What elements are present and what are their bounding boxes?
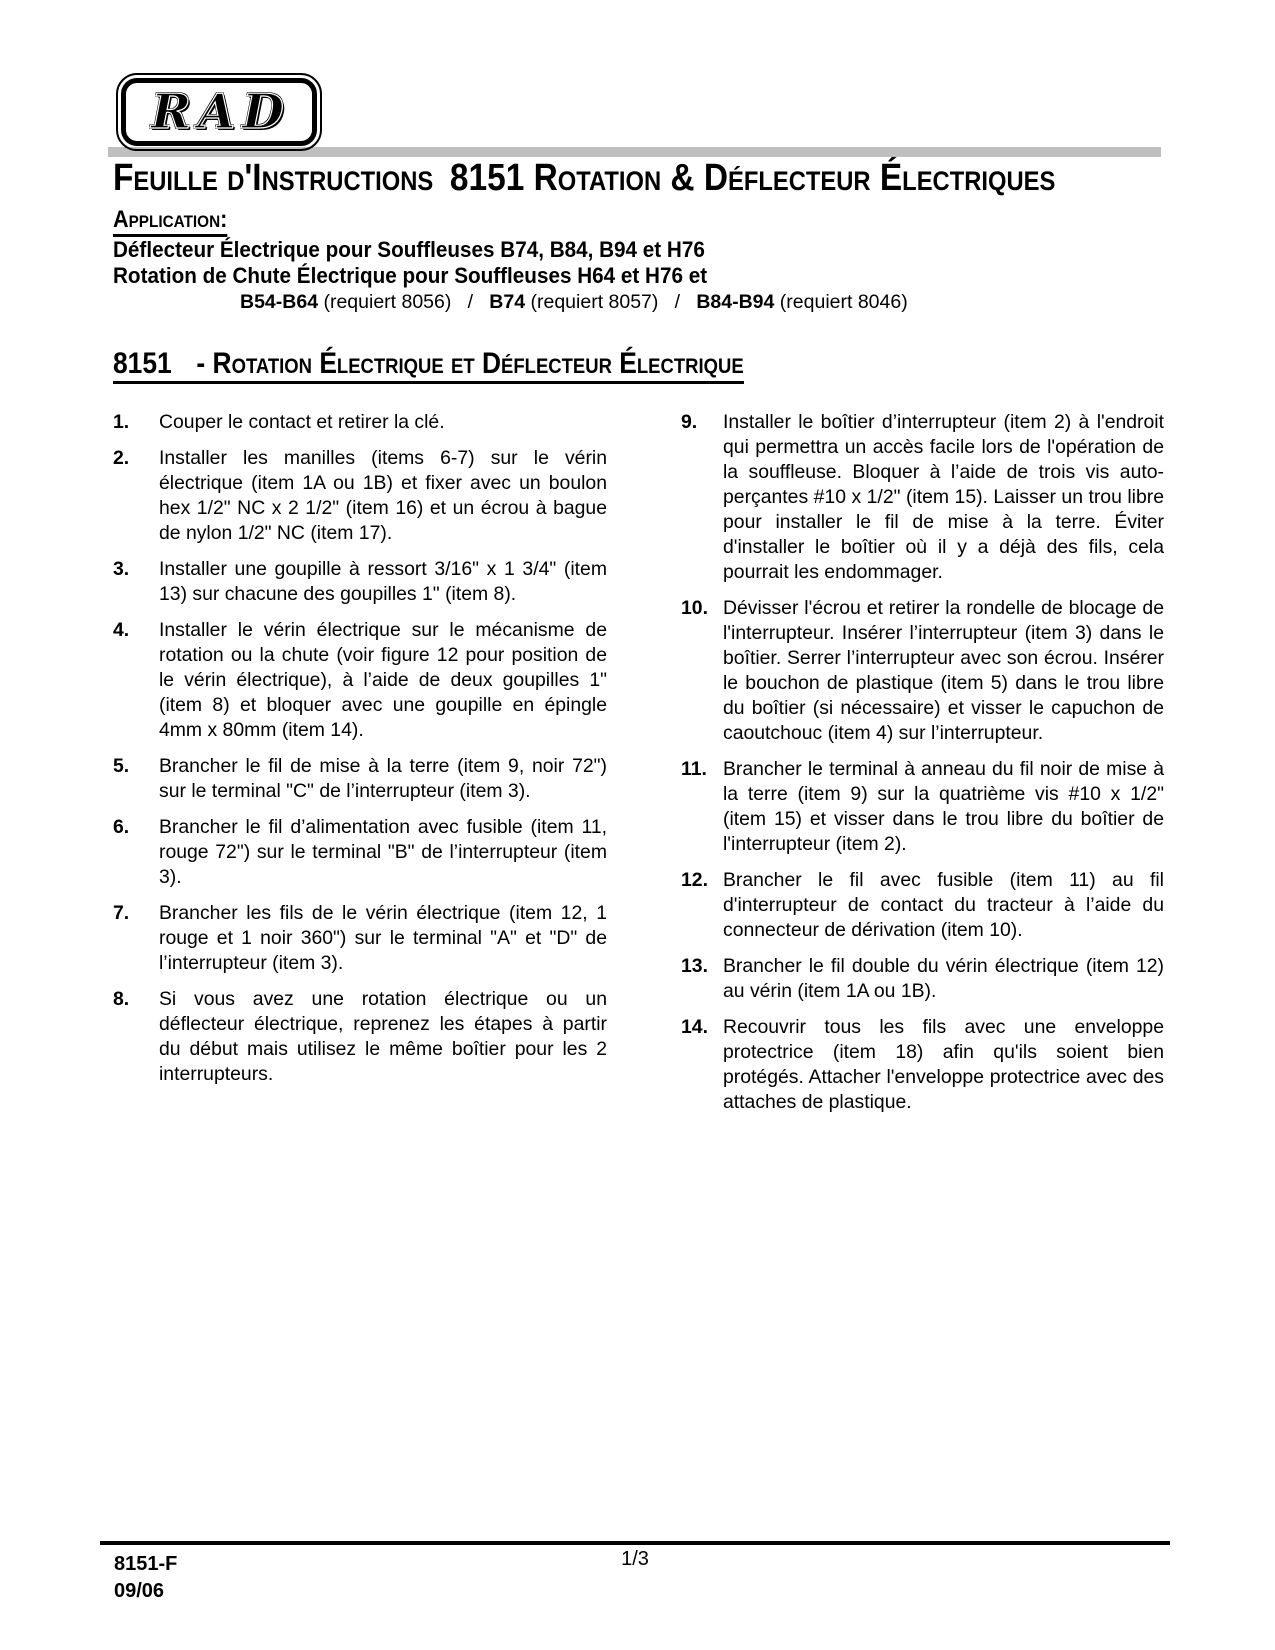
rad-logo-text: RAD [151,84,291,140]
step-item [681,868,1164,943]
application-line-1: Déflecteur Électrique pour Souffleuses B74, B84, B94 et H76 [113,237,705,262]
model-entry [240,291,489,313]
steps-area [113,410,1162,1126]
step-text: Brancher les fils de le vérin électrique (item 12, 1 rouge et 1 noir 360") sur le terminal "A" et "D" de l’interrupteur (item 3). [159,902,607,974]
step-item [681,757,1164,857]
step-number: 1. [113,411,130,433]
model-entry [696,291,907,313]
step-number: 11. [681,758,707,780]
step-number: 12. [681,869,708,891]
step-number: 9. [681,411,698,433]
step-text: Installer les manilles (items 6-7) sur le vérin électrique (item 1A ou 1B) et fixer avec un boulon hex 1/2" NC x 2 1/2" (item 16) et un écrou à bague de nylon 1/2" NC (item 17). [159,447,607,544]
application-models-line [113,289,1162,315]
step-item [113,987,607,1087]
step-number: 3. [113,558,130,580]
header-divider-bar [108,147,1161,157]
step-text: Dévisser l'écrou et retirer la rondelle de blocage de l'interrupteur. Insérer l’interrupteur (item 3) dans le boîtier. Serrer l’interrupteur avec son écrou. Insérer le bouchon de plastique (item 5) dans le trou libre du boîtier (si nécessaire) et visser le capuchon de caoutchouc (item 4) sur l’interrupteur. [723,597,1164,744]
step-item [113,618,607,743]
footer-date: 09/06 [114,1580,165,1602]
step-number: 7. [113,902,130,924]
document-title-left: Feuille d'Instructions [113,157,434,199]
footer-document-number: 8151-F [114,1553,178,1575]
footer-page-number: 1/3 [621,1548,649,1570]
step-number: 6. [113,816,130,838]
step-number: 13. [681,955,708,977]
step-item [681,410,1164,585]
model-entry [489,291,696,313]
model-name: B84-B94 [696,291,775,313]
step-item [681,954,1164,1004]
step-text: Brancher le fil d’alimentation avec fusible (item 11, rouge 72") sur le terminal "B" de l’interrupteur (item 3). [159,816,607,888]
application-line-2: Rotation de Chute Électrique pour Souffleuses H64 et H76 et [113,263,708,288]
step-text: Brancher le fil de mise à la terre (item 9, noir 72") sur le terminal "C" de l’interrupteur (item 3). [159,755,607,802]
steps-column-right [681,410,1164,1126]
section-title: - Rotation Électrique et Déflecteur Électrique [196,347,744,380]
step-text: Installer le vérin électrique sur le mécanisme de rotation ou la chute (voir figure 12 pour position de le vérin électrique), à l’aide de deux goupilles 1" (item 8) et bloquer avec une goupille en épingle 4mm x 80mm (item 14). [159,619,607,741]
document-title [113,157,1056,199]
step-text: Installer une goupille à ressort 3/16" x 1 3/4" (item 13) sur chacune des goupilles 1" (item 8). [159,558,607,605]
document-content [113,158,1162,1126]
step-text: Brancher le fil avec fusible (item 11) au fil d'interrupteur de contact du tracteur à l’aide du connecteur de dérivation (item 10). [723,869,1164,941]
step-number: 10. [681,597,708,619]
application-label: Application: [113,207,227,237]
step-item [681,596,1164,746]
model-requirement: (requiert 8056) / [318,291,490,313]
step-item [681,1015,1164,1115]
steps-column-left [113,410,607,1098]
section-number: 8151 [113,347,172,380]
step-item [113,446,607,546]
step-number: 2. [113,447,130,469]
model-requirement: (requiert 8057) / [525,291,697,313]
section-heading [113,349,744,384]
step-number: 14. [681,1016,708,1038]
document-title-right: 8151 Rotation & Déflecteur Électriques [449,157,1056,199]
footer [100,1541,1170,1605]
step-item [113,410,607,435]
rad-logo [121,78,317,146]
step-item [113,557,607,607]
step-text: Installer le boîtier d’interrupteur (item 2) à l'endroit qui permettra un accès facile lors de l'opération de la souffleuse. Bloquer à l’aide de trois vis auto-perçantes #10 x 1/2" (item 15). Laisser un trou libre pour installer le fil de mise à la terre. Éviter d'installer le boîtier où il y a déjà des fils, cela pourrait les endommager. [723,411,1164,583]
model-requirement: (requiert 8046) [774,291,908,313]
step-number: 4. [113,619,130,641]
step-text: Couper le contact et retirer la clé. [159,411,445,433]
step-number: 8. [113,988,130,1010]
step-text: Brancher le terminal à anneau du fil noir de mise à la terre (item 9) sur la quatrième vis #10 x 1/2" (item 15) et visser dans le trou libre du boîtier de l'interrupteur (item 2). [723,758,1164,855]
model-name: B54-B64 [240,291,319,313]
step-number: 5. [113,755,130,777]
step-item [113,815,607,890]
step-text: Brancher le fil double du vérin électrique (item 12) au vérin (item 1A ou 1B). [723,955,1164,1002]
model-name: B74 [489,291,526,313]
application-block [113,198,1162,315]
step-text: Recouvrir tous les fils avec une enveloppe protectrice (item 18) afin qu'ils soient bien protégés. Attacher l'enveloppe protectrice avec des attaches de plastique. [723,1016,1164,1113]
step-text: Si vous avez une rotation électrique ou un déflecteur électrique, reprenez les étapes à partir du début mais utilisez le même boîtier pour les 2 interrupteurs. [159,988,607,1085]
step-item [113,754,607,804]
step-item [113,901,607,976]
